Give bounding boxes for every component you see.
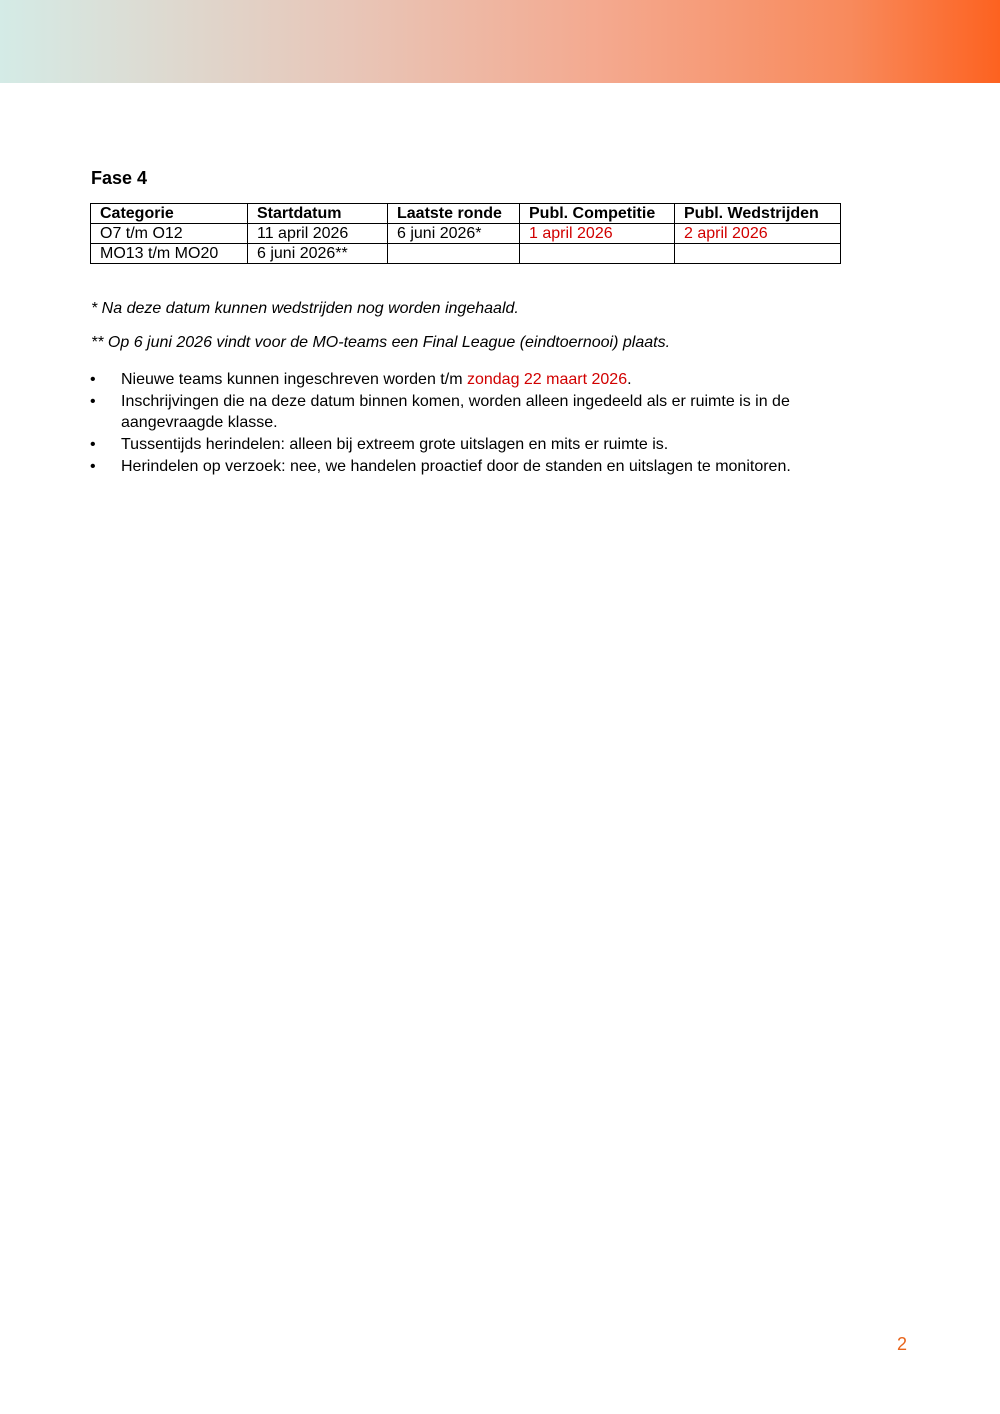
header-laatste-ronde: Laatste ronde	[388, 204, 520, 224]
header-gradient-band	[0, 0, 1000, 83]
header-startdatum: Startdatum	[248, 204, 388, 224]
section-title: Fase 4	[91, 168, 148, 188]
cell-categorie: O7 t/m O12	[91, 224, 248, 244]
bullet-list	[90, 369, 850, 478]
footnote-double-asterisk: ** Op 6 juni 2026 vindt voor de MO-teams een Final League (eindtoernooi) plaats.	[91, 334, 671, 351]
bullet-icon: •	[90, 458, 96, 475]
bullet-icon: •	[90, 371, 96, 388]
list-item	[90, 391, 850, 433]
schedule-table	[90, 203, 841, 264]
list-item	[90, 369, 850, 390]
header-categorie: Categorie	[91, 204, 248, 224]
cell-publ-competitie	[520, 244, 675, 264]
cell-categorie: MO13 t/m MO20	[91, 244, 248, 264]
list-item-text: Nieuwe teams kunnen ingeschreven worden t/m	[121, 371, 467, 388]
page-number: 2	[897, 1334, 908, 1354]
header-publ-wedstrijden: Publ. Wedstrijden	[675, 204, 841, 224]
table-row	[91, 244, 841, 264]
cell-publ-wedstrijden: 2 april 2026	[675, 224, 841, 244]
header-publ-competitie: Publ. Competitie	[520, 204, 675, 224]
table-header-row	[91, 204, 841, 224]
deadline-date: zondag 22 maart 2026	[466, 371, 628, 388]
list-item-text: Tussentijds herindelen: alleen bij extreem grote uitslagen en mits er ruimte is.	[121, 436, 669, 453]
list-item-text-end: .	[627, 371, 632, 388]
cell-publ-competitie: 1 april 2026	[520, 224, 675, 244]
bullet-icon: •	[90, 393, 96, 410]
cell-startdatum: 11 april 2026	[248, 224, 388, 244]
cell-publ-wedstrijden	[675, 244, 841, 264]
list-item-text: Herindelen op verzoek: nee, we handelen proactief door de standen en uitslagen te monitoren.	[121, 458, 791, 475]
cell-laatste-ronde	[388, 244, 520, 264]
cell-laatste-ronde: 6 juni 2026*	[388, 224, 520, 244]
list-item-text: Inschrijvingen die na deze datum binnen komen, worden alleen ingedeeld als er ruimte is in de aangevraagde klasse.	[121, 393, 790, 431]
table-row	[91, 224, 841, 244]
cell-startdatum: 6 juni 2026**	[248, 244, 388, 264]
list-item	[90, 456, 850, 477]
bullet-icon: •	[90, 436, 96, 453]
list-item	[90, 434, 850, 455]
footnote-single-asterisk: * Na deze datum kunnen wedstrijden nog worden ingehaald.	[91, 300, 519, 317]
